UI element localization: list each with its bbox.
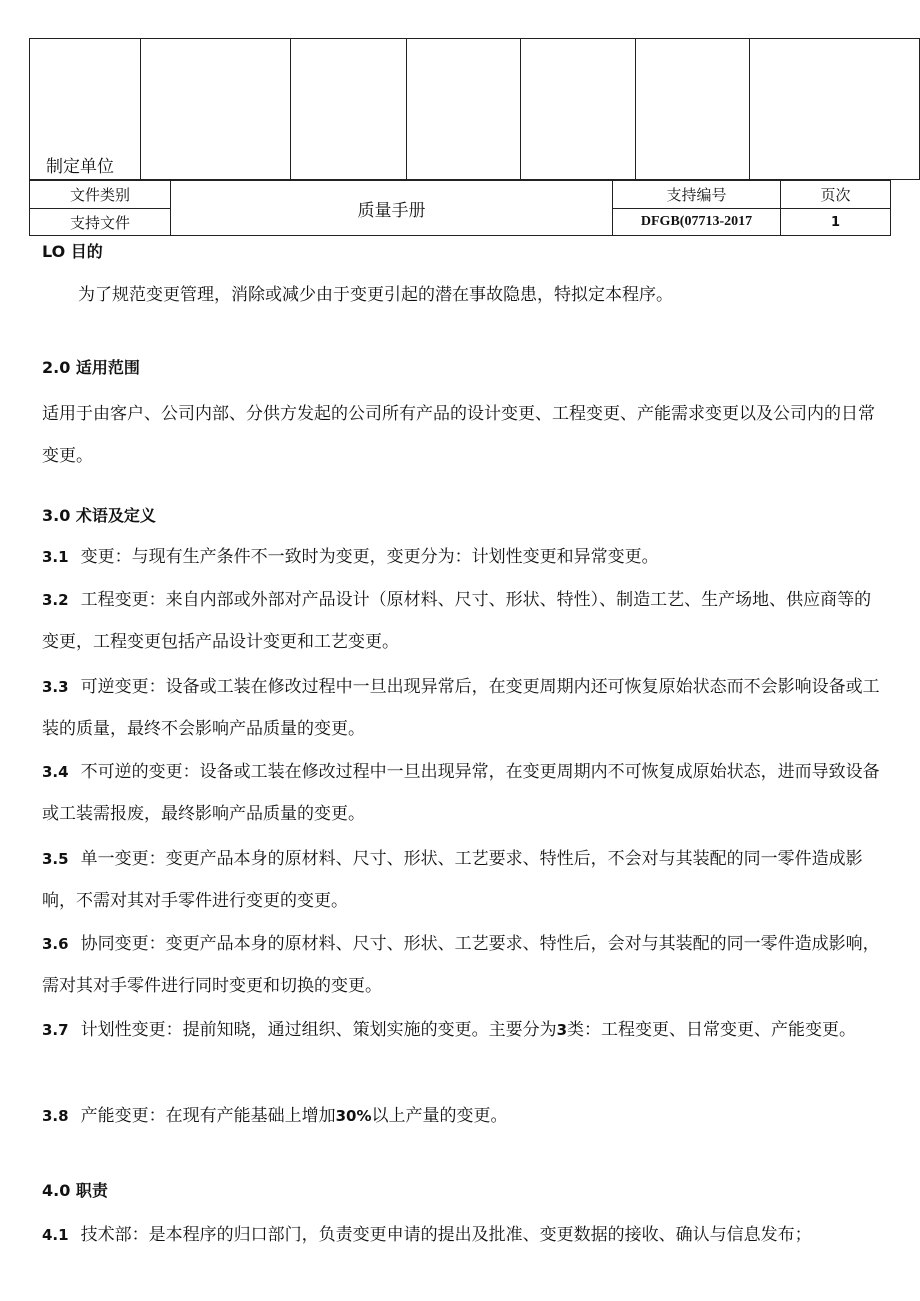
item-text: 类：工程变更、日常变更、产能变更。 — [567, 1020, 857, 1040]
responsibility-item — [42, 1214, 882, 1256]
definition-item — [42, 1095, 882, 1137]
item-number: 3.6 — [42, 935, 69, 953]
item-text: 工程变更：来自内部或外部对产品设计（原材料、尺寸、形状、特性）、制造工艺、生产场地、供应商等的变更，工程变更包括产品设计变更和工艺变更。 — [42, 590, 872, 652]
definition-item — [42, 666, 882, 750]
item-text: 可逆变更：设备或工装在修改过程中一旦出现异常后，在变更周期内还可恢复原始状态而不会影响设备或工装的质量，最终不会影响产品质量的变更。 — [42, 677, 880, 739]
page-number: 1 — [780, 208, 891, 236]
item-bold: 3 — [556, 1021, 568, 1039]
item-number: 3.7 — [42, 1021, 69, 1039]
item-number: 3.2 — [42, 591, 69, 609]
signature-cell — [750, 39, 920, 180]
definition-item — [42, 751, 882, 835]
item-text: 协同变更：变更产品本身的原材料、尺寸、形状、工艺要求、特性后，会对与其装配的同一零件造成影响，需对其对手零件进行同时变更和切换的变更。 — [42, 934, 880, 996]
doc-type-label: 文件类别 — [29, 180, 171, 209]
section-heading: 2.0 适用范围 — [42, 358, 140, 377]
item-number: 4.1 — [42, 1226, 69, 1244]
definition-item — [42, 579, 882, 663]
code-label: 支持编号 — [612, 180, 781, 209]
item-text: 变更：与现有生产条件不一致时为变更，变更分为：计划性变更和异常变更。 — [80, 547, 659, 567]
item-text: 技术部：是本程序的归口部门，负责变更申请的提出及批准、变更数据的接收、确认与信息发布； — [80, 1225, 812, 1245]
definition-item — [42, 838, 882, 922]
code-value: DFGB(07713-2017 — [612, 208, 781, 236]
signature-cell — [291, 39, 407, 180]
signature-label: 制定单位 — [30, 39, 141, 180]
item-number: 3.1 — [42, 548, 69, 566]
item-text: 以上产量的变更。 — [371, 1106, 508, 1126]
item-bold: 30% — [335, 1107, 372, 1125]
item-number: 3.4 — [42, 763, 69, 781]
section-heading: LO 目的 — [42, 242, 103, 261]
definition-item — [42, 536, 882, 578]
item-number: 3.5 — [42, 850, 69, 868]
item-text: 单一变更：变更产品本身的原材料、尺寸、形状、工艺要求、特性后，不会对与其装配的同一零件造成影响，不需对其对手零件进行变更的变更。 — [42, 849, 863, 911]
signature-cell — [141, 39, 291, 180]
item-number: 3.3 — [42, 678, 69, 696]
item-text: 不可逆的变更：设备或工装在修改过程中一旦出现异常，在变更周期内不可恢复成原始状态，进而导致设备或工装需报废，最终影响产品质量的变更。 — [42, 762, 880, 824]
section-heading: 4.0 职责 — [42, 1181, 108, 1200]
page-label: 页次 — [780, 180, 891, 209]
item-text: 计划性变更：提前知晓，通过组织、策划实施的变更。主要分为 — [80, 1020, 557, 1040]
signature-block — [29, 38, 920, 180]
section-heading: 3.0 术语及定义 — [42, 506, 156, 525]
document-title: 质量手册 — [170, 180, 613, 236]
definition-item — [42, 1009, 882, 1051]
signature-cell — [635, 39, 750, 180]
signature-cell — [521, 39, 636, 180]
paragraph: 为了规范变更管理，消除或减少由于变更引起的潜在事故隐患，特拟定本程序。 — [78, 285, 673, 305]
signature-cell — [406, 39, 521, 180]
definition-item — [42, 923, 882, 1007]
paragraph: 适用于由客户、公司内部、分供方发起的公司所有产品的设计变更、工程变更、产能需求变更以及公司内的日常变更。 — [42, 404, 875, 466]
item-text: 产能变更：在现有产能基础上增加 — [80, 1106, 336, 1126]
doc-type-value: 支持文件 — [29, 208, 171, 236]
item-number: 3.8 — [42, 1107, 69, 1125]
document-header — [29, 180, 891, 236]
